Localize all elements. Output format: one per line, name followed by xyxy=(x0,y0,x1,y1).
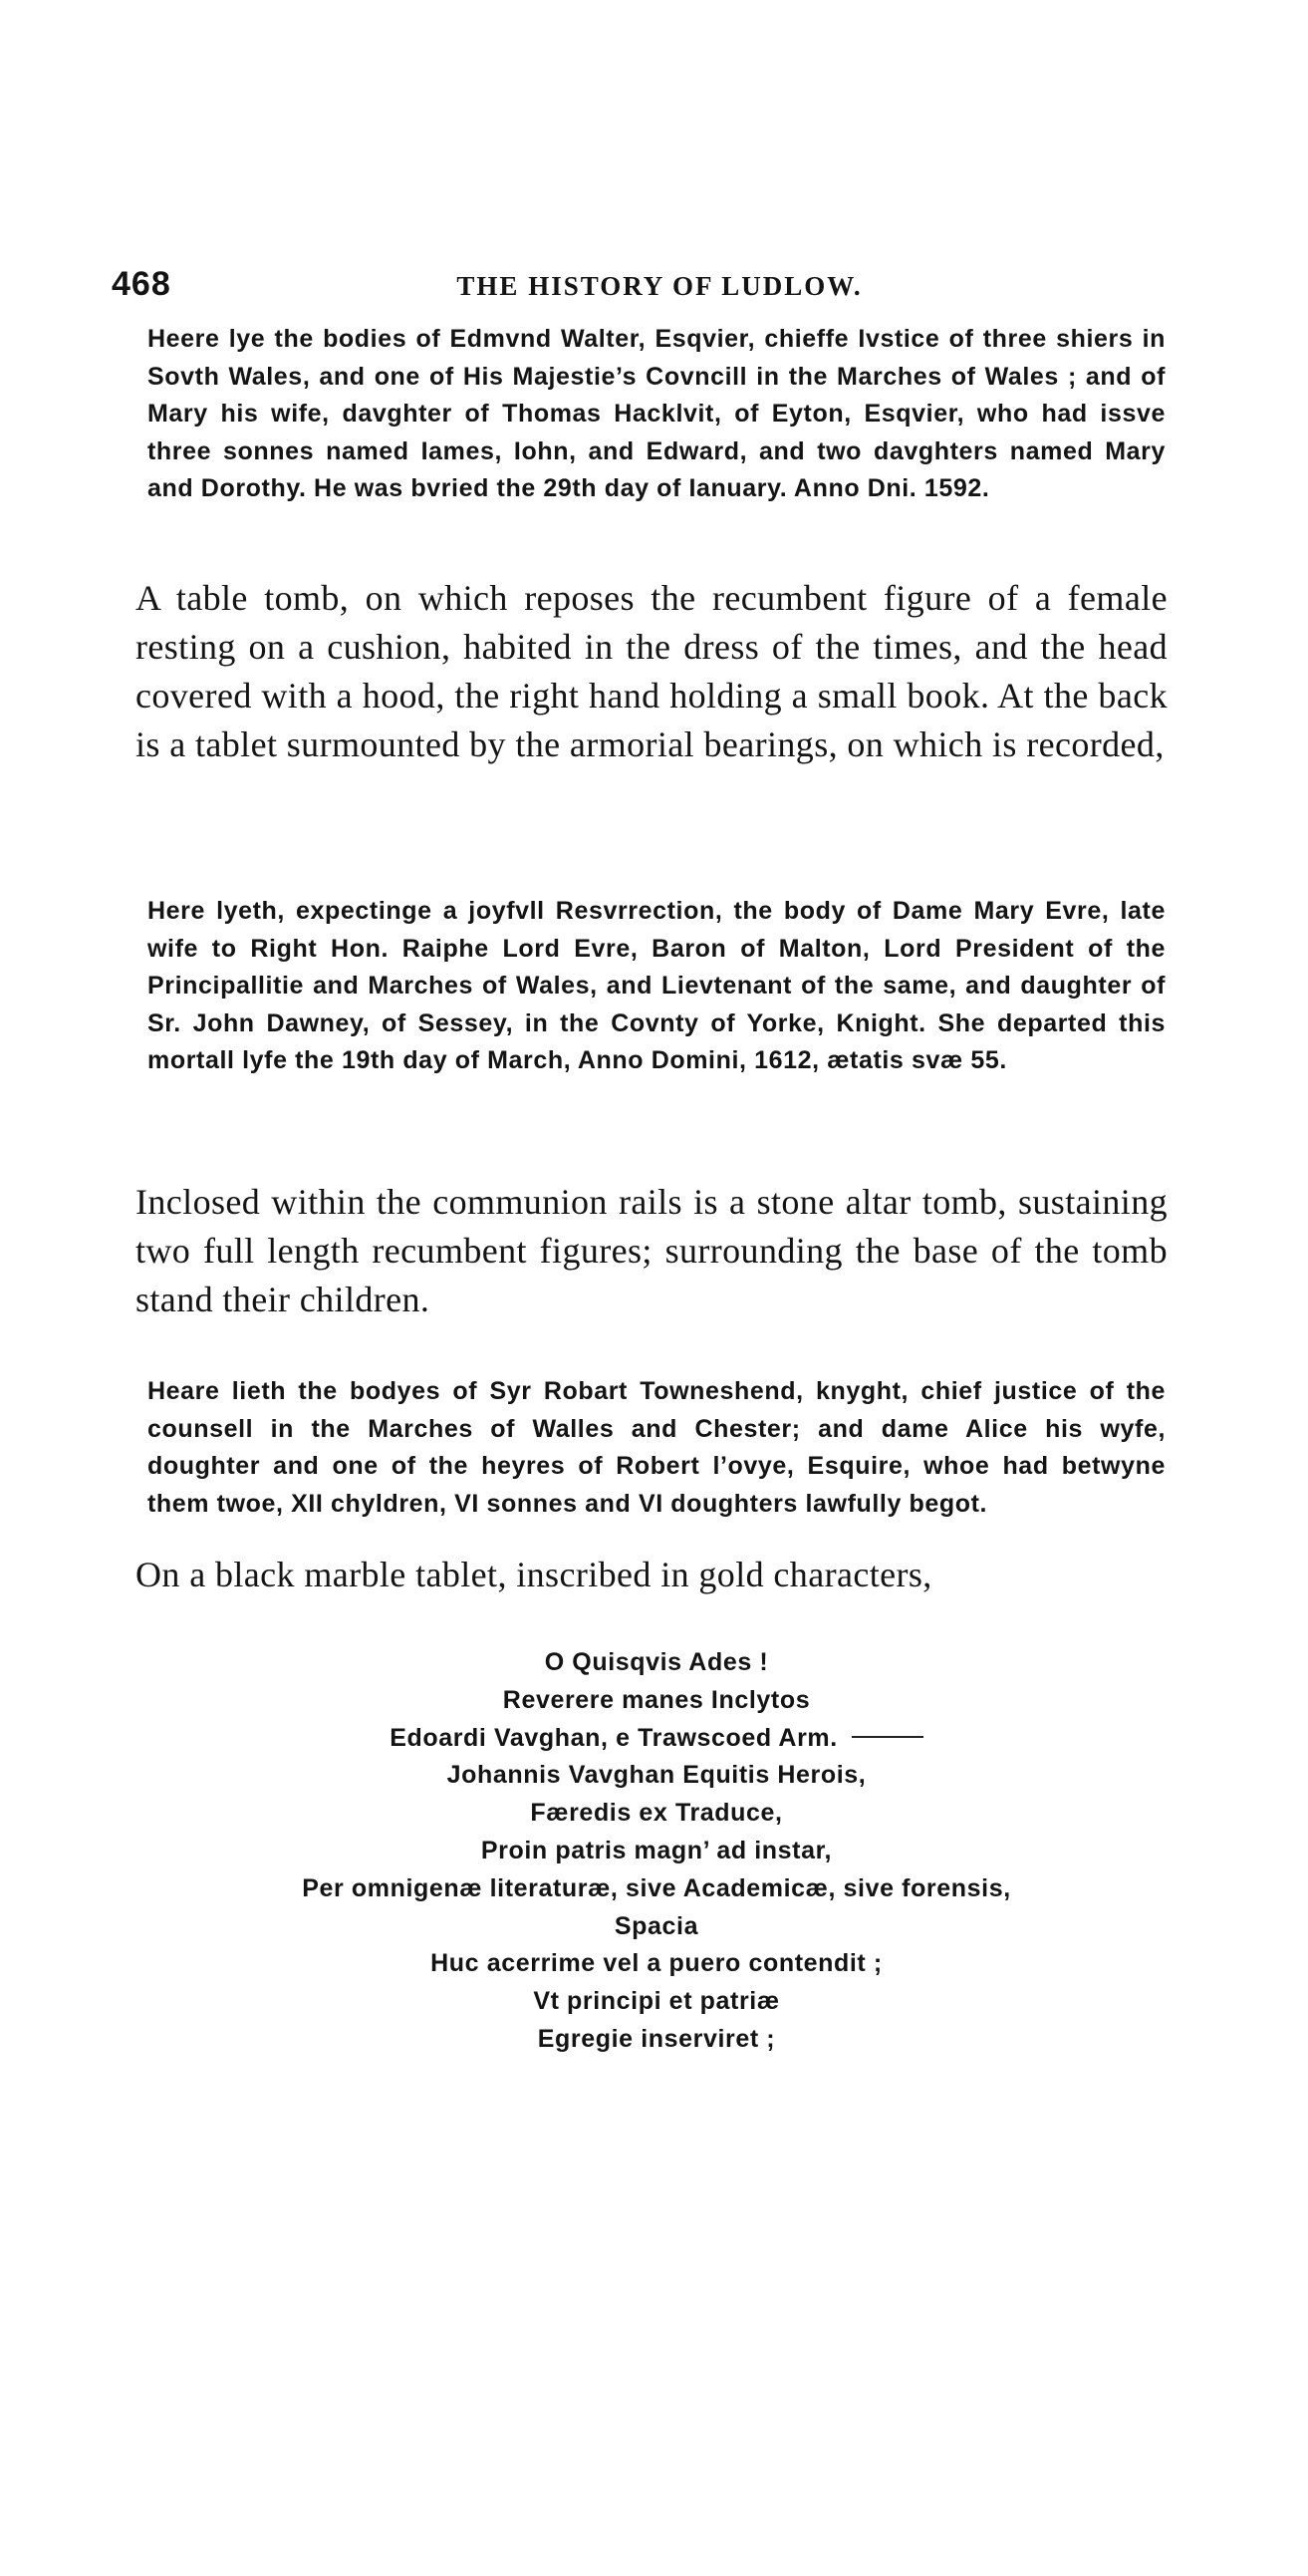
epitaph-line-with-rule xyxy=(147,1720,1166,1758)
description-townshend-tomb: Inclosed within the communion rails is a stone altar tomb, sustaining two full length recumbent figures; surrounding the base of the tomb stand their children. xyxy=(135,1182,1168,1319)
description-marble-tablet: On a black marble tablet, inscribed in gold characters, xyxy=(135,1555,932,1594)
description-eure-tomb: A table tomb, on which reposes the recumbent figure of a female resting on a cushion, habited in the dress of the times, and the head covered with a hood, the right hand holding a small book. At the back is a tablet surmounted by the armorial bearings, on which is recorded, xyxy=(135,578,1168,764)
epitaph-line: Færedis ex Traduce, xyxy=(530,1799,783,1828)
epitaph-vaughan xyxy=(147,1644,1166,2059)
epitaph-line: Spacia xyxy=(614,1911,699,1940)
dash-rule xyxy=(852,1736,923,1738)
inscription-eure: Here lyeth, expectinge a joyfvll Resvrrection, the body of Dame Mary Evre, late wife to Right Hon. Raiphe Lord Evre, Baron of Malton, Lord President of the Principallitie and Marches of Wales, and Lievtenant of the same, and daughter of Sr. John Dawney, of Sessey, in the Covnty of Yorke, Knight. She departed this mortall lyfe the 19th day of March, Anno Domini, 1612, ætatis svæ 55. xyxy=(147,897,1166,1074)
epitaph-line: Proin patris magn’ ad instar, xyxy=(480,1836,833,1864)
epitaph-line: Egregie inserviret ; xyxy=(537,2024,776,2053)
inscription-walter: Heere lye the bodies of Edmvnd Walter, Esqvier, chieffe Ivstice of three shiers in Sovth Wales, and one of His Majestie’s Covncill in the Marches of Wales ; and of Mary his wife, davghter of Thomas Hacklvit, of Eyton, Esqvier, who had issve three sonnes named Iames, Iohn, and Edward, and two davghters named Mary and Dorothy. He was bvried the 29th day of Ianuary. Anno Dni. 1592. xyxy=(147,325,1166,502)
page-header xyxy=(112,265,1168,315)
epitaph-line: Johannis Vavghan Equitis Herois, xyxy=(446,1761,867,1790)
epitaph-line: Huc acerrime vel a puero contendit ; xyxy=(430,1949,883,1978)
running-title: THE HISTORY OF LUDLOW. xyxy=(456,271,863,301)
epitaph-line: O Quisqvis Ades ! xyxy=(544,1648,769,1676)
inscription-townshend: Heare lieth the bodyes of Syr Robart Towneshend, knyght, chief justice of the counsell in the Marches of Walles and Chester; and dame Alice his wyfe, doughter and one of the heyres of Robert l’ovye, Esquire, whoe had betwyne them twoe, XII chyldren, VI sonnes and VI doughters lawfully begot. xyxy=(147,1377,1166,1518)
epitaph-line: Vt principi et patriæ xyxy=(533,1987,780,2016)
epitaph-line-text: Edoardi Vavghan, e Trawscoed Arm. xyxy=(390,1723,838,1752)
epitaph-line: Reverere manes Inclytos xyxy=(502,1685,811,1714)
epitaph-line: Per omnigenæ literaturæ, sive Academicæ, sive forensis, xyxy=(302,1873,1011,1902)
page-number: 468 xyxy=(112,265,171,303)
